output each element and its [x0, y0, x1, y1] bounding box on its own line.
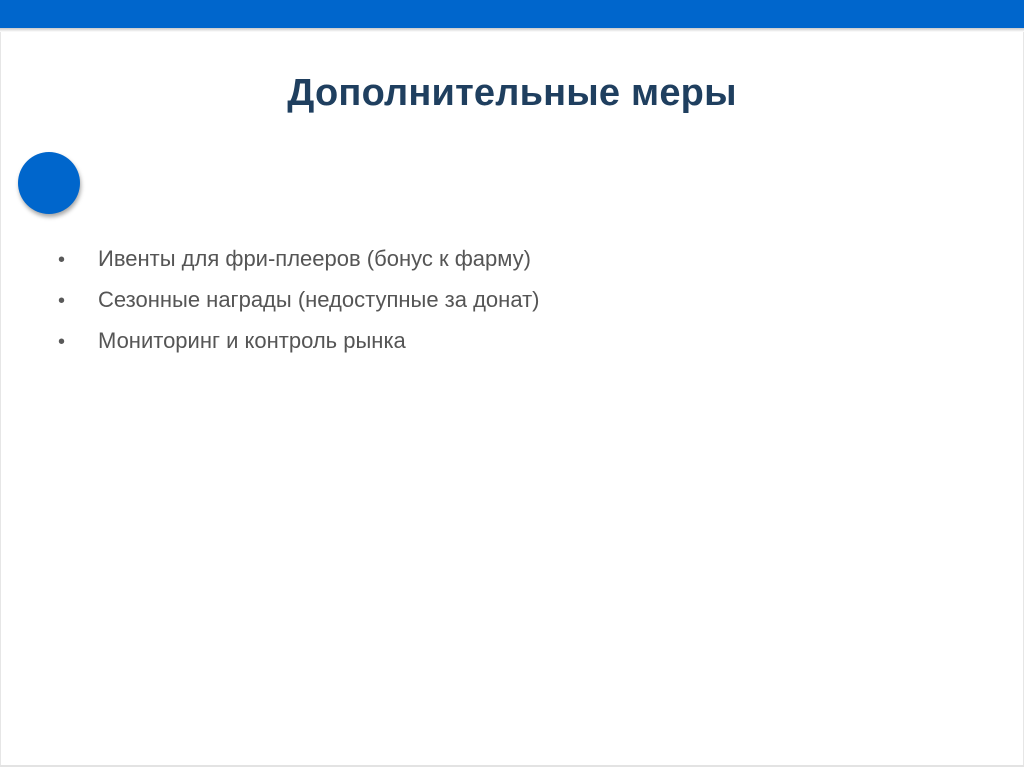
top-bar-shadow: [0, 28, 1024, 32]
bullet-marker: •: [58, 331, 66, 353]
bullet-marker: •: [58, 290, 66, 312]
bullet-text: Мониторинг и контроль рынка: [98, 328, 406, 353]
bullet-text: Сезонные награды (недоступные за донат): [98, 287, 540, 312]
bullet-text: Ивенты для фри-плееров (бонус к фарму): [98, 246, 531, 271]
blue-circle-decoration: [18, 152, 80, 214]
top-accent-bar: [0, 0, 1024, 28]
slide-left-edge: [0, 32, 1, 767]
bullet-item: [58, 287, 539, 328]
slide-title: Дополнительные меры: [287, 72, 737, 114]
bullet-item: [58, 328, 539, 369]
bullet-list: [58, 246, 539, 369]
bullet-item: [58, 246, 539, 287]
bullet-marker: •: [58, 249, 66, 271]
